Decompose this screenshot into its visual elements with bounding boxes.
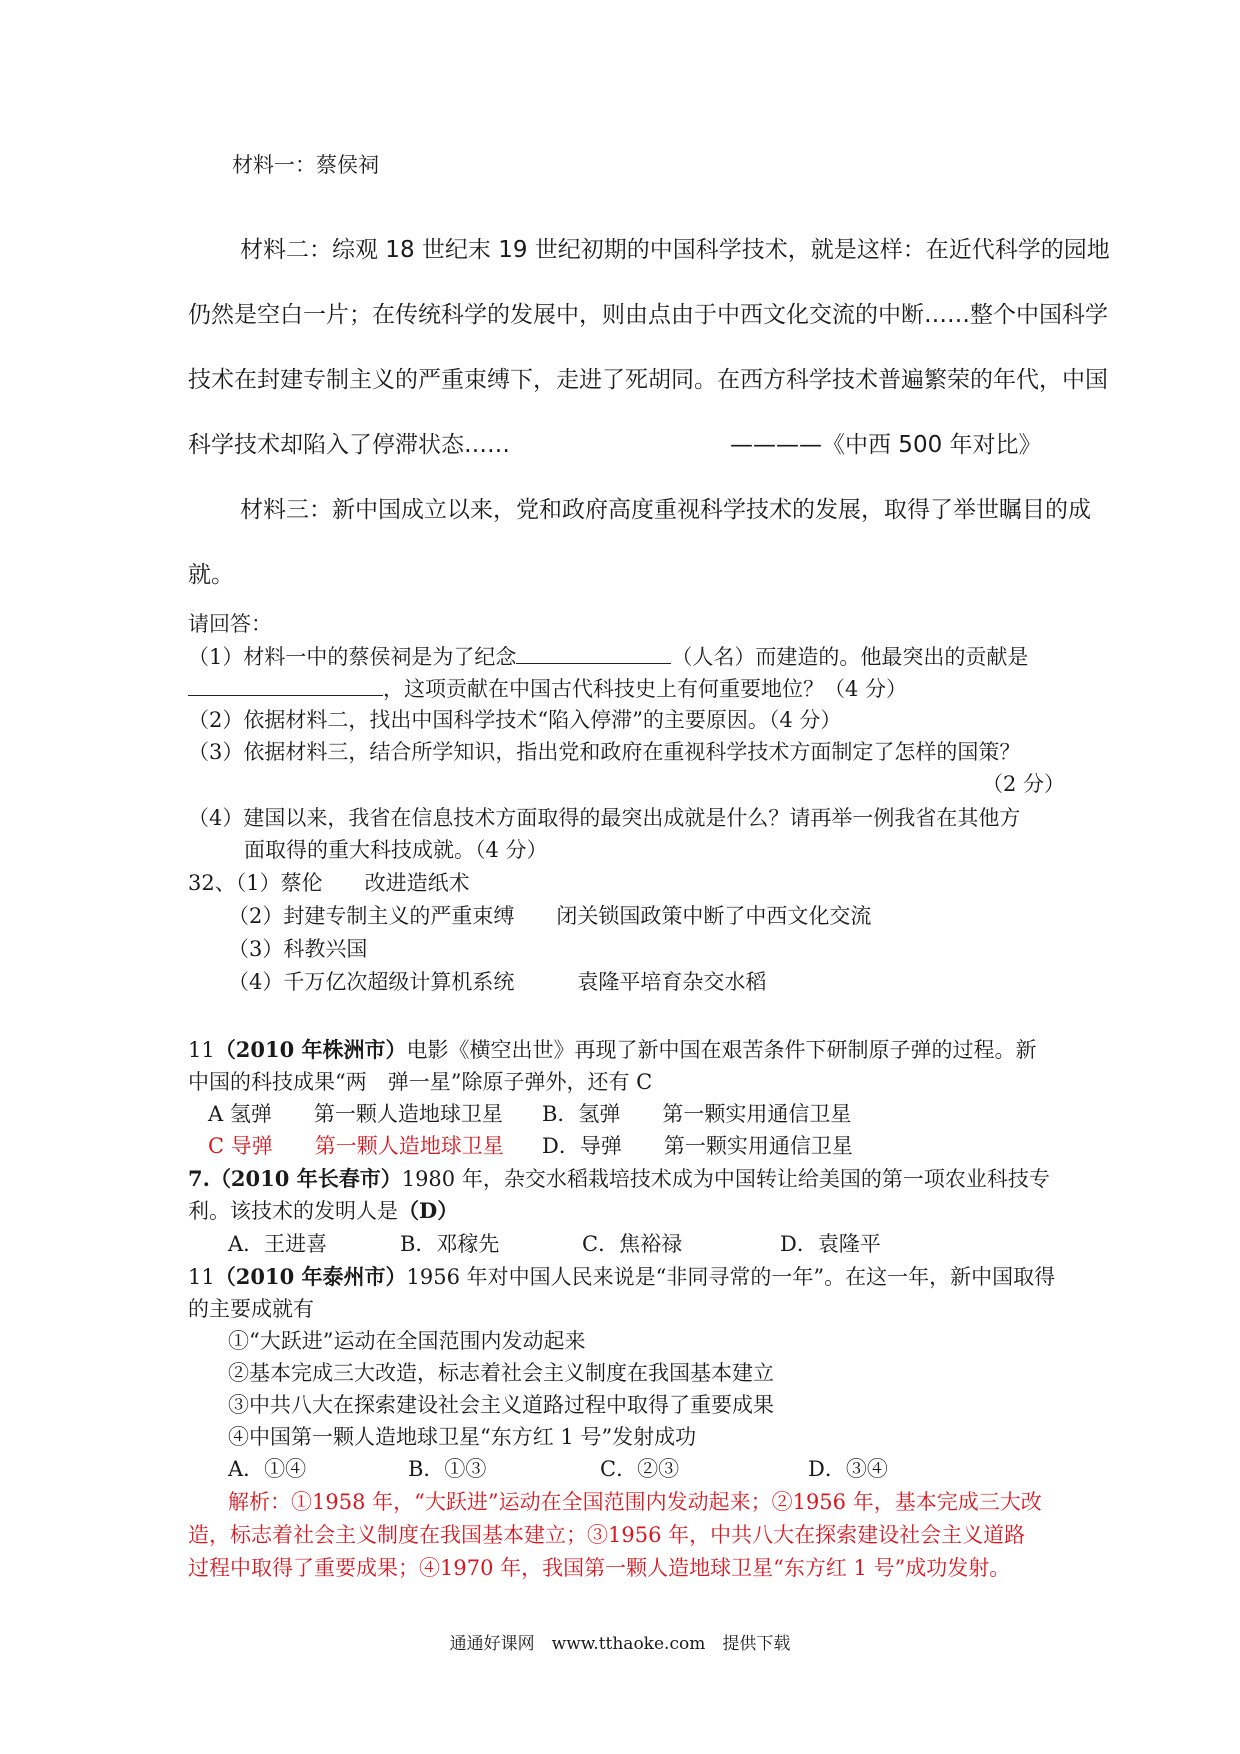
question-11-zhuzhou-line-1 [188, 1035, 1037, 1065]
option-b: B．邓稼先 [400, 1232, 500, 1256]
option-d: D．导弹 第一颗实用通信卫星 [542, 1134, 853, 1158]
material-2-line-2: 仍然是空白一片；在传统科学的发展中，则由点由于中西文化交流的中断……整个中国科学 [188, 302, 1108, 328]
option-d: D．袁隆平 [780, 1232, 881, 1256]
statement-1: ①“大跃进”运动在全国范围内发动起来 [228, 1329, 586, 1353]
question-2: （2）依据材料二，找出中国科学技术“陷入停滞”的主要原因。（4 分） [188, 708, 842, 732]
answer-blank-name[interactable] [516, 641, 671, 664]
question-stem: 1980 年，杂交水稻栽培技术成为中国转让给美国的第一项农业科技专 [401, 1167, 1050, 1191]
question-11-zhuzhou-line-2: 中国的科技成果“两 弹一星”除原子弹外，还有 C [188, 1070, 653, 1094]
question-11-taizhou-line-1 [188, 1262, 1055, 1292]
option-c: C．②③ [600, 1457, 680, 1481]
material-2-source: ————《中西 500 年对比》 [730, 432, 1042, 458]
material-3-line-2: 就。 [188, 562, 234, 588]
question-number: 7. [188, 1166, 210, 1191]
question-answer: （D） [398, 1198, 459, 1223]
answer-32-2: （2）封建专制主义的严重束缚 闭关锁国政策中断了中西文化交流 [228, 904, 872, 928]
question-stem: 1956 年对中国人民来说是“非同寻常的一年”。在这一年，新中国取得 [406, 1265, 1056, 1289]
option-c-correct: C 导弹 第一颗人造地球卫星 [208, 1134, 504, 1158]
material-3-line-1: 材料三：新中国成立以来，党和政府高度重视科学技术的发展，取得了举世瞩目的成 [240, 497, 1091, 523]
question-3: （3）依据材料三，结合所学知识，指出党和政府在重视科学技术方面制定了怎样的国策？ [188, 740, 1021, 764]
analysis-line-2: 造，标志着社会主义制度在我国基本建立；③1956 年，中共八大在探索建设社会主义道路 [188, 1523, 1026, 1547]
question-1-part-b: （人名）而建造的。他最突出的贡献是 [671, 645, 1029, 669]
question-prompt: 请回答： [188, 612, 272, 636]
question-7-line-1 [188, 1164, 1050, 1194]
material-1: 材料一：蔡侯祠 [232, 153, 379, 177]
option-b: B．①③ [408, 1457, 487, 1481]
question-1-part-a: （1）材料一中的蔡侯祠是为了纪念 [188, 645, 517, 669]
question-4-line-2: 面取得的重大科技成就。（4 分） [244, 838, 548, 862]
question-1-part-c: ，这项贡献在中国古代科技史上有何重要地位？（4 分） [383, 677, 908, 701]
material-2-line-3: 技术在封建专制主义的严重束缚下，走进了死胡同。在西方科学技术普遍繁荣的年代，中国 [188, 367, 1108, 393]
question-number: 11 [188, 1038, 215, 1062]
question-4-line-1: （4）建国以来，我省在信息技术方面取得的最突出成就是什么？请再举一例我省在其他方 [188, 806, 1021, 830]
question-stem: 利。该技术的发明人是 [188, 1199, 398, 1223]
option-a: A．王进喜 [228, 1232, 328, 1256]
question-11-taizhou-line-2: 的主要成就有 [188, 1297, 314, 1321]
answer-32-3: （3）科教兴国 [228, 937, 368, 961]
answer-32-4: （4）千万亿次超级计算机系统 袁隆平培育杂交水稻 [228, 970, 767, 994]
analysis-line-1: 解析：①1958 年，“大跃进”运动在全国范围内发动起来；②1956 年，基本完成三大改 [228, 1490, 1042, 1514]
material-2-line-1: 材料二：综观 18 世纪末 19 世纪初期的中国科学技术，就是这样：在近代科学的园地 [240, 237, 1110, 263]
question-7-line-2 [188, 1196, 458, 1226]
question-1-line-1 [188, 641, 1028, 672]
material-2-line-4: 科学技术却陷入了停滞状态…… [188, 432, 510, 458]
option-b: B．氢弹 第一颗实用通信卫星 [542, 1102, 852, 1126]
option-d: D．③④ [808, 1457, 888, 1481]
option-a: A．①④ [228, 1457, 307, 1481]
analysis-line-3: 过程中取得了重要成果；④1970 年，我国第一颗人造地球卫星“东方红 1 号”成功发射。 [188, 1556, 1011, 1580]
question-3-score: （2 分） [982, 772, 1066, 796]
page-footer: 通通好课网 www.tthaoke.com 提供下载 [449, 1634, 791, 1654]
question-source: （2010 年株洲市） [214, 1037, 407, 1062]
question-source: （2010 年泰州市） [214, 1264, 407, 1289]
statement-2: ②基本完成三大改造，标志着社会主义制度在我国基本建立 [228, 1361, 774, 1385]
statement-3: ③中共八大在探索建设社会主义道路过程中取得了重要成果 [228, 1393, 774, 1417]
option-a: A 氢弹 第一颗人造地球卫星 [208, 1102, 503, 1126]
option-c: C．焦裕禄 [582, 1232, 683, 1256]
question-source: （2010 年长春市） [209, 1166, 402, 1191]
question-number: 11 [188, 1265, 215, 1289]
answer-32-1: 32、（1）蔡伦 改进造纸术 [188, 871, 470, 895]
statement-4: ④中国第一颗人造地球卫星“东方红 1 号”发射成功 [228, 1425, 697, 1449]
question-1-line-2 [188, 673, 907, 704]
question-stem: 电影《横空出世》再现了新中国在艰苦条件下研制原子弹的过程。新 [406, 1038, 1037, 1062]
answer-blank-contribution[interactable] [188, 673, 383, 696]
